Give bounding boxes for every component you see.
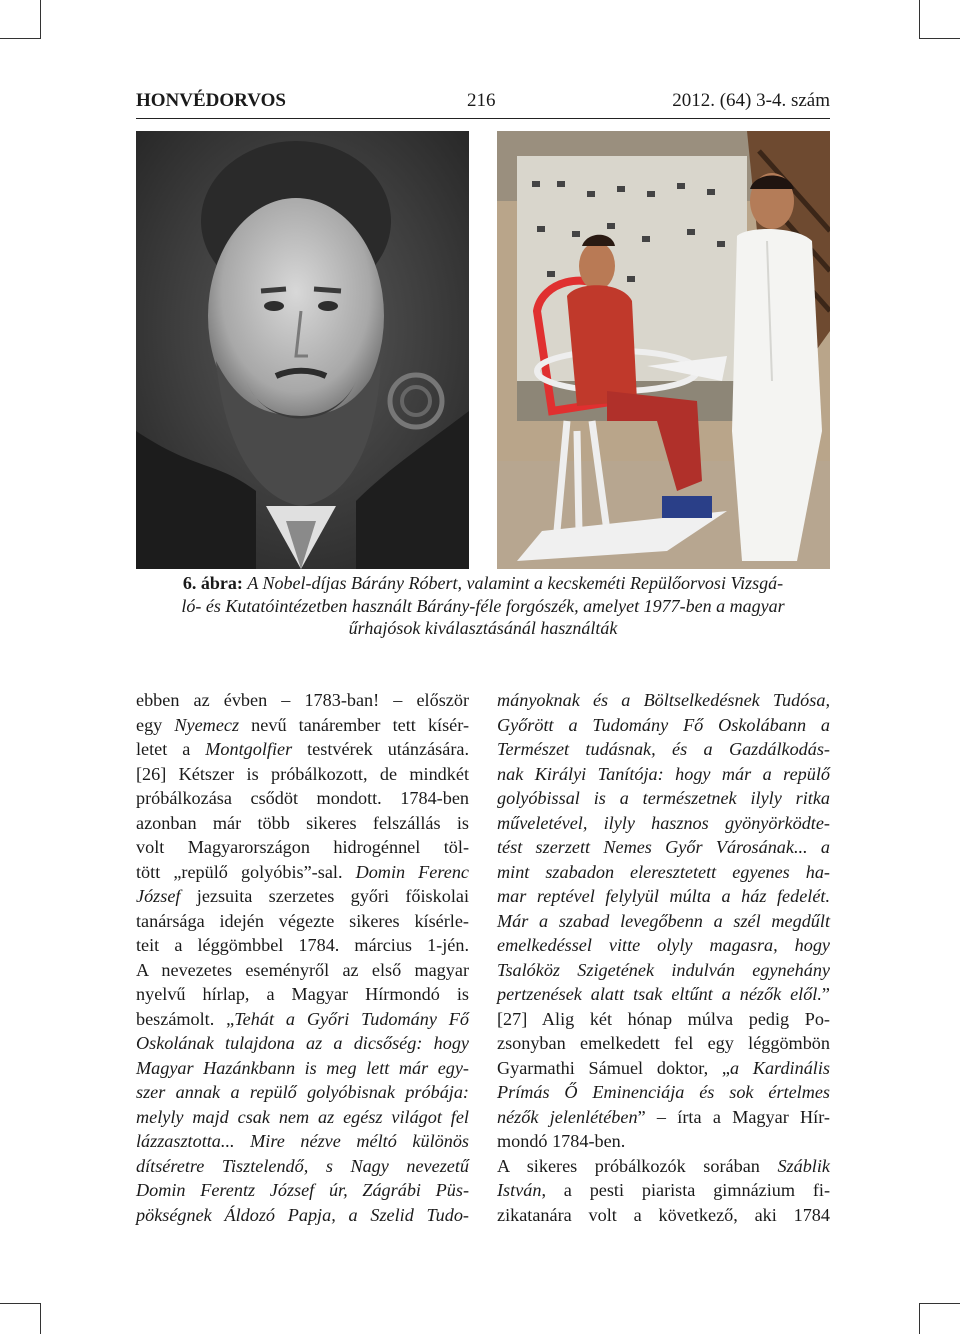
crop-mark-top-left bbox=[0, 0, 41, 39]
text-run: emelkedéssel vitte olyly magasra, hogy bbox=[497, 935, 830, 955]
text-run: melyly majd csak nem az egész világot fel bbox=[136, 1106, 469, 1127]
text-run: zsonyban emelkedett fel egy léggömbön bbox=[497, 1033, 830, 1053]
running-header bbox=[136, 88, 830, 119]
text-run: ” bbox=[821, 984, 830, 1004]
text-run: [26] Kétszer is próbálkozott, de mindkét bbox=[136, 763, 469, 784]
text-run: [27] Alig két hónap múlva pedig Po- bbox=[497, 1008, 830, 1029]
text-run: Magyar Hazánkbann is meg lett már egy- bbox=[136, 1057, 469, 1078]
text-line bbox=[497, 982, 830, 1007]
text-run: testvérek utánzására. bbox=[292, 739, 469, 759]
issue-info: 2012. (64) 3-4. szám bbox=[672, 90, 830, 111]
text-line bbox=[136, 1031, 469, 1056]
text-run: pökségnek Áldozó Papja, a Szelid Tudo- bbox=[136, 1204, 469, 1225]
text-line bbox=[497, 1105, 830, 1130]
text-run: Természet tudásnak, és a Gazdálkodás- bbox=[497, 739, 830, 759]
text-line bbox=[497, 1056, 830, 1081]
text-line bbox=[136, 1007, 469, 1032]
text-run: tött „repülő golyóbis”-sal. bbox=[136, 861, 356, 882]
text-run: Már a szabad levegőbenn a szél megdűlt bbox=[497, 910, 830, 931]
caption-line: űrhajósok kiválasztásánál használták bbox=[348, 618, 618, 638]
text-line bbox=[497, 958, 830, 983]
text-run: Tsalóköz Szigetének indulván egynehány bbox=[497, 959, 830, 980]
text-line bbox=[136, 1178, 469, 1203]
text-run: dítséretre Tisztelendő, s Nagy nevezetű bbox=[136, 1155, 469, 1176]
text-line bbox=[497, 835, 830, 860]
text-run: a Kardinális bbox=[729, 1057, 830, 1078]
crop-mark-bottom-right bbox=[919, 1303, 960, 1334]
text-run: A nevezetes eseményről az első magyar bbox=[136, 959, 469, 980]
text-run: , a pesti piarista gimnázium fi- bbox=[541, 1180, 830, 1200]
text-run: beszámolt. „ bbox=[136, 1008, 235, 1029]
text-line bbox=[497, 884, 830, 909]
text-run: ebben az évben – 1783-ban! – először bbox=[136, 690, 469, 710]
text-line bbox=[497, 811, 830, 836]
text-line bbox=[136, 1080, 469, 1105]
text-run: azonban már több sikeres felszállás is bbox=[136, 812, 469, 833]
text-run: Győrött a Tudomány Fő Oskolábann a bbox=[497, 714, 830, 735]
text-run: Oskolának tulajdona az a dicsőség: hogy bbox=[136, 1033, 469, 1053]
text-run: volt Magyarországon hidrogénnel töl- bbox=[136, 837, 469, 857]
text-run: István bbox=[497, 1180, 542, 1200]
text-line bbox=[497, 1080, 830, 1105]
portrait-photo bbox=[136, 131, 469, 569]
text-line bbox=[497, 909, 830, 934]
text-run: Tehát a Győri Tudomány Fő bbox=[234, 1008, 469, 1029]
text-run: szer annak a repülő golyóbisnak próbája: bbox=[136, 1082, 469, 1102]
text-line bbox=[136, 933, 469, 958]
journal-title: HONVÉDORVOS bbox=[136, 90, 286, 111]
text-line bbox=[497, 786, 830, 811]
text-run: Prímás Ő Eminenciája és sok értelmes bbox=[497, 1082, 830, 1102]
text-run: nézők jelenlétében bbox=[497, 1106, 638, 1127]
text-run: lázzasztotta... Mire nézve méltó különös bbox=[136, 1131, 469, 1151]
page-number: 216 bbox=[467, 90, 496, 111]
text-line bbox=[497, 1031, 830, 1056]
text-line bbox=[136, 688, 469, 713]
text-run: Domin Ferenc bbox=[355, 861, 469, 882]
rotating-chair-photo bbox=[497, 131, 830, 569]
text-line bbox=[497, 713, 830, 738]
text-line bbox=[497, 1154, 830, 1179]
text-run: Száblik bbox=[777, 1155, 830, 1176]
text-line bbox=[136, 1056, 469, 1081]
body-column-left bbox=[136, 688, 469, 1227]
text-line bbox=[136, 1203, 469, 1228]
text-run: József bbox=[136, 886, 181, 906]
text-run: próbálkozása csődöt mondott. 1784-ben bbox=[136, 788, 469, 808]
text-line bbox=[136, 909, 469, 934]
text-run: műveletével, ilyly hasznos gyönyörködte- bbox=[497, 812, 830, 833]
text-run: teit a léggömbbel 1784. március 1-jén. bbox=[136, 935, 469, 955]
text-line bbox=[497, 933, 830, 958]
text-run: pertzenések alatt tsak eltűnt a nézők elől. bbox=[497, 984, 822, 1004]
text-run: jezsuita szerzetes győri főiskolai bbox=[180, 886, 469, 906]
text-run: tanársága idején végezte sikeres kísérle- bbox=[136, 910, 469, 931]
text-line bbox=[497, 1203, 830, 1228]
caption-line: 6. ábra: A Nobel-díjas Bárány Róbert, valamint a kecskeméti Repülőorvosi Vizsgá- bbox=[182, 573, 784, 593]
text-line bbox=[136, 958, 469, 983]
text-run: mar reptével felylyül múlta a ház fedelét. bbox=[497, 886, 830, 906]
text-line bbox=[136, 737, 469, 762]
text-run: ” – írta a Magyar Hír- bbox=[637, 1106, 830, 1127]
text-line bbox=[497, 688, 830, 713]
text-line bbox=[136, 1129, 469, 1154]
text-line bbox=[497, 1178, 830, 1203]
text-line bbox=[136, 1154, 469, 1179]
figure-label: 6. ábra: bbox=[182, 573, 243, 593]
text-line bbox=[497, 737, 830, 762]
text-run: Gyarmathi Sámuel doktor, „ bbox=[497, 1057, 730, 1078]
text-line bbox=[136, 860, 469, 885]
text-line bbox=[136, 811, 469, 836]
text-run: zikatanára volt a következő, aki 1784 bbox=[497, 1204, 830, 1225]
text-line bbox=[497, 860, 830, 885]
text-run: mondó 1784-ben. bbox=[497, 1131, 626, 1151]
text-line bbox=[136, 835, 469, 860]
text-run: nyelvű hírlap, a Magyar Hírmondó is bbox=[136, 984, 469, 1004]
caption-line: ló- és Kutatóintézetben használt Bárány-féle forgószék, amelyet 1977-ben a magyar bbox=[181, 595, 785, 616]
text-run: Montgolfier bbox=[205, 739, 293, 759]
text-line bbox=[497, 762, 830, 787]
crop-mark-top-right bbox=[919, 0, 960, 39]
text-run: mint szabadon eleresztetett egyenes ha- bbox=[497, 861, 830, 882]
text-line bbox=[136, 1105, 469, 1130]
body-column-right bbox=[497, 688, 830, 1227]
text-run: golyóbissal is a természetnek ilyly ritka bbox=[497, 788, 830, 808]
text-line bbox=[497, 1007, 830, 1032]
text-run: nak Királyi Tanítója: hogy már a repülő bbox=[497, 763, 830, 784]
text-line bbox=[497, 1129, 830, 1154]
text-run: letet a bbox=[136, 739, 206, 759]
text-line bbox=[136, 884, 469, 909]
crop-mark-bottom-left bbox=[0, 1303, 41, 1334]
text-run: mányoknak és a Böltselkedésnek Tudósa, bbox=[497, 690, 830, 710]
text-line bbox=[136, 713, 469, 738]
text-run: Domin Ferentz József úr, Zágrábi Püs- bbox=[136, 1180, 469, 1200]
text-run: nevű tanárember tett kísér- bbox=[239, 714, 470, 735]
text-run: egy bbox=[136, 714, 175, 735]
figure-caption bbox=[136, 572, 830, 640]
text-line bbox=[136, 982, 469, 1007]
text-line bbox=[136, 762, 469, 787]
text-run: A sikeres próbálkozók sorában bbox=[497, 1155, 778, 1176]
text-run: Nyemecz bbox=[174, 714, 240, 735]
text-line bbox=[136, 786, 469, 811]
text-run: tést szerzett Nemes Győr Városának... a bbox=[497, 837, 830, 857]
